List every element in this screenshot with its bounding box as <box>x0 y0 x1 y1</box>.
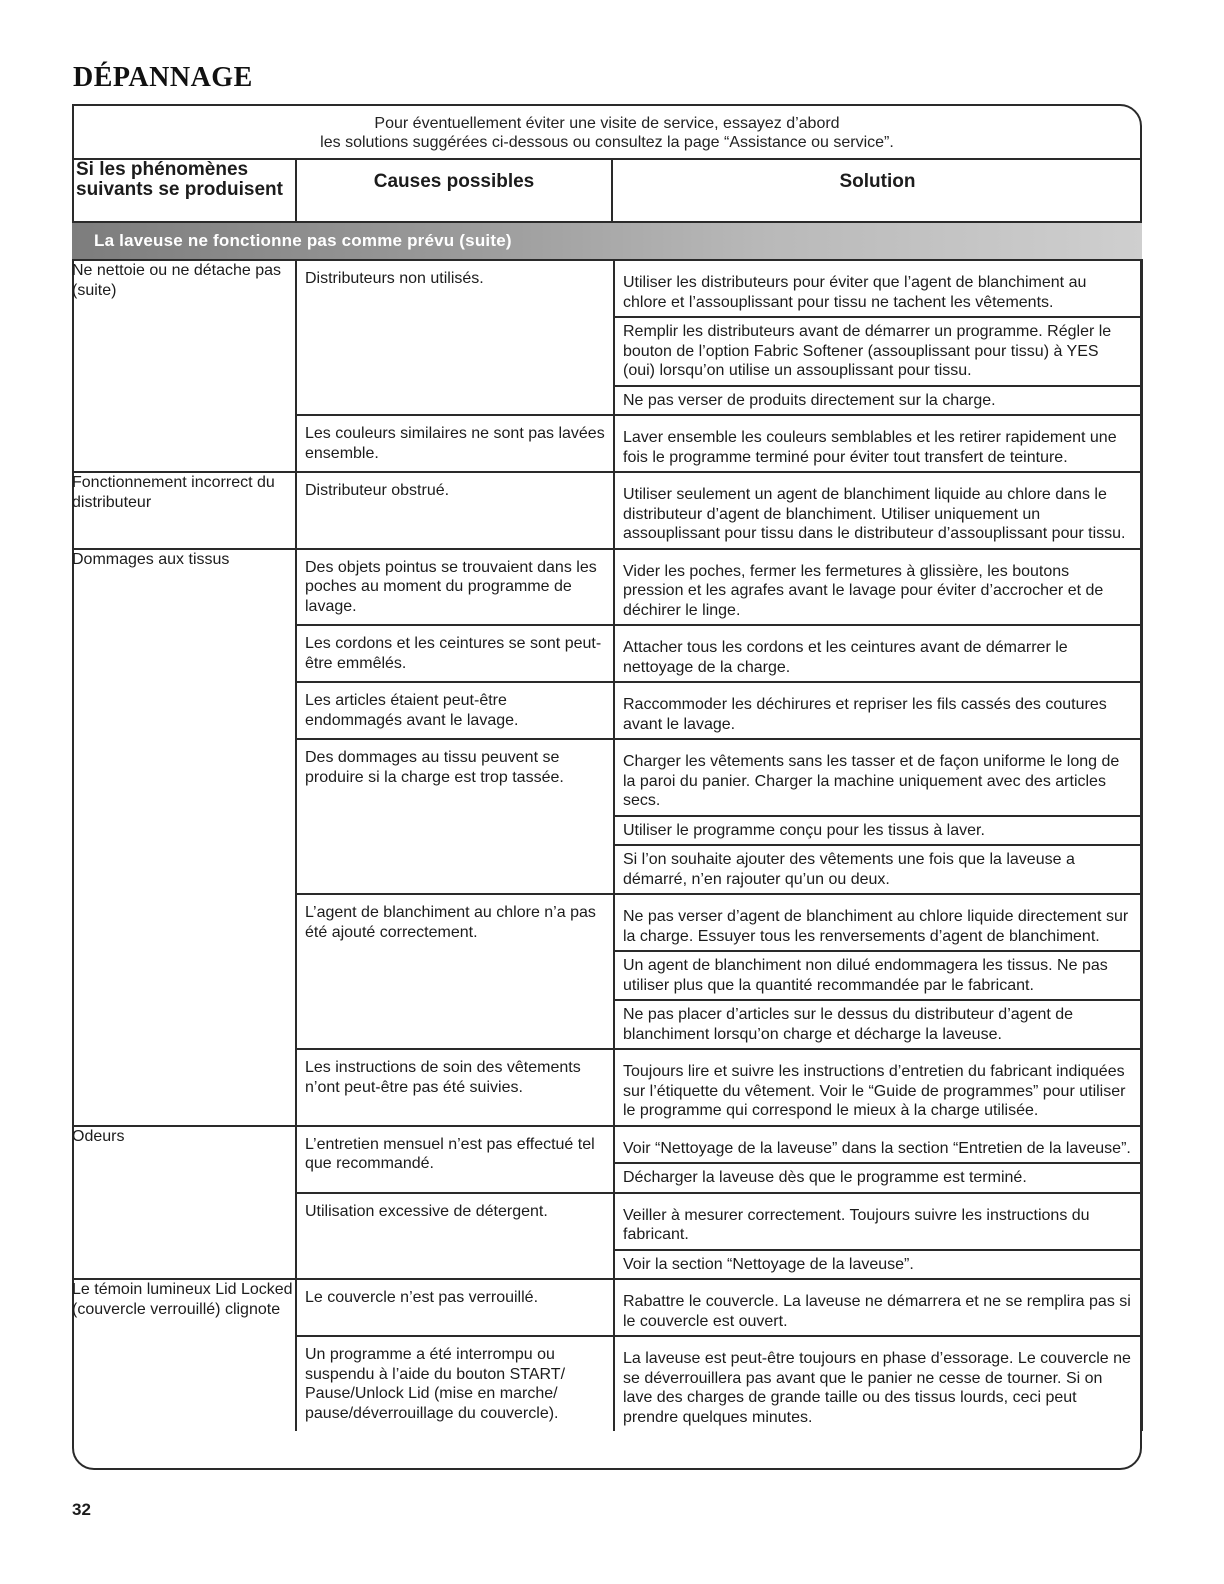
solutions-list <box>613 1280 1141 1335</box>
solution-item: Rabattre le couvercle. La laveuse ne démarrera et ne se remplira pas si le couvercle est ouvert. <box>623 1293 1131 1330</box>
causes-solutions-cell <box>296 1279 1142 1431</box>
solutions-list <box>613 261 1141 414</box>
solutions-list <box>613 740 1141 893</box>
causes-solutions-cell <box>296 549 1142 1126</box>
solution-item: Ne pas verser de produits directement sur la charge. <box>615 385 1141 415</box>
cause-row <box>297 1337 1141 1431</box>
intro-text <box>74 114 1140 152</box>
symptom-cell: Fonctionnement incorrect du distributeur <box>72 472 296 549</box>
solution-item: La laveuse est peut-être toujours en phase d’essorage. Le couvercle ne se déverrouillera pas avant que le panier ne cesse de tourner. Si on lave des charges de grande taille ou des tissus lourds, ceci peut prendre quelques minutes. <box>623 1350 1131 1426</box>
cause-text: Des dommages au tissu peuvent se produire si la charge est trop tassée. <box>305 749 564 786</box>
cause-text: Les instructions de soin des vêtements n’ont peut-être pas été suivies. <box>305 1059 581 1096</box>
cause-block <box>297 1280 1141 1335</box>
cause-block <box>297 1127 1141 1192</box>
page-title: DÉPANNAGE <box>73 62 253 93</box>
cause-text: Utilisation excessive de détergent. <box>305 1202 548 1220</box>
cause-block <box>297 1335 1141 1431</box>
cause-text: Les articles étaient peut-être endommagés avant le lavage. <box>305 692 519 729</box>
solution-item: Si l’on souhaite ajouter des vêtements une fois que la laveuse a démarré, n’en rajouter qu’un ou deux. <box>615 844 1141 893</box>
solutions-list <box>613 550 1141 625</box>
cause-text: Le couvercle n’est pas verrouillé. <box>305 1289 539 1306</box>
cause-text: Un programme a été interrompu ou suspendu à l’aide du bouton START/ Pause/Unlock Lid (mise en marche/ pause/déverrouillage du couvercle). <box>305 1346 566 1422</box>
cause-text: Les couleurs similaires ne sont pas lavées ensemble. <box>305 425 605 462</box>
causes-solutions-cell <box>296 260 1142 472</box>
solutions-list <box>613 895 1141 1048</box>
table-row <box>72 260 1142 472</box>
cause-block <box>297 681 1141 738</box>
solutions-list <box>613 1194 1141 1279</box>
cause-row <box>297 740 1141 893</box>
cause-row <box>297 1127 1141 1192</box>
solution-item: Utiliser les distributeurs pour éviter que l’agent de blanchiment au chlore et l’assouplissant pour tissu ne tachent les vêtements. <box>623 274 1087 311</box>
solution-item: Toujours lire et suivre les instructions d’entretien du fabricant indiquées sur l’étiquette du vêtement. Voir le “Guide de programmes” pour utiliser le programme qui correspond le mieux à la charge utilisée. <box>623 1063 1126 1119</box>
troubleshooting-table <box>72 158 1143 1431</box>
cause-block <box>297 893 1141 1048</box>
solution-item: Attacher tous les cordons et les ceintures avant de démarrer le nettoyage de la charge. <box>623 639 1068 676</box>
cause-text: L’agent de blanchiment au chlore n’a pas été ajouté correctement. <box>305 904 596 941</box>
solution-item: Veiller à mesurer correctement. Toujours suivre les instructions du fabricant. <box>623 1206 1090 1243</box>
cause-row <box>297 1280 1141 1335</box>
solution-item: Laver ensemble les couleurs semblables et les retirer rapidement une fois le programme terminé pour éviter tout transfert de teinture. <box>623 429 1117 466</box>
header-row <box>72 159 1142 222</box>
solutions-list <box>613 626 1141 681</box>
section-banner <box>72 222 1142 260</box>
causes-solutions-cell <box>296 1126 1142 1280</box>
column-header-symptom <box>72 159 296 222</box>
causes-solutions-cell <box>296 472 1142 549</box>
cause-block <box>297 1048 1141 1125</box>
column-header-causes-solution <box>296 159 1142 222</box>
section-banner-row <box>72 222 1142 260</box>
solution-item: Utiliser seulement un agent de blanchiment liquide au chlore dans le distributeur d’agent de blanchiment. Utiliser uniquement un assouplissant pour tissu dans le distributeur d’assouplissant pour tissu. <box>623 486 1126 542</box>
cause-text: Les cordons et les ceintures se sont peut-être emmêlés. <box>305 635 602 672</box>
solution-item: Ne pas verser d’agent de blanchiment au chlore liquide directement sur la charge. Essuyer tous les renversements d’agent de blanchiment. <box>623 908 1129 945</box>
solution-item: Un agent de blanchiment non dilué endommagera les tissus. Ne pas utiliser plus que la quantité recommandée par le fabricant. <box>615 950 1141 999</box>
solution-item: Remplir les distributeurs avant de démarrer un programme. Régler le bouton de l’option Fabric Softener (assouplissant pour tissu) à YES (oui) lorsqu’on utilise un assouplissant pour tissu. <box>615 316 1141 385</box>
cause-row <box>297 626 1141 681</box>
table-body <box>72 260 1142 1431</box>
cause-text: Des objets pointus se trouvaient dans les poches au moment du programme de lavage. <box>305 558 597 615</box>
cause-row <box>297 261 1141 414</box>
symptom-header-label: Si les phénomènes suivants se produisent <box>76 159 283 200</box>
symptom-cell: Odeurs <box>72 1126 296 1280</box>
intro-line-2: les solutions suggérées ci-dessous ou consultez la page “Assistance ou service”. <box>320 134 894 151</box>
solution-item: Raccommoder les déchirures et repriser les fils cassés des coutures avant le lavage. <box>623 696 1107 733</box>
cause-block <box>297 738 1141 893</box>
solutions-list <box>613 1337 1141 1431</box>
section-banner-label: La laveuse ne fonctionne pas comme prévu (suite) <box>94 231 512 250</box>
solution-item: Voir “Nettoyage de la laveuse” dans la section “Entretien de la laveuse”. <box>623 1139 1131 1157</box>
table-row <box>72 472 1142 549</box>
solutions-list <box>613 1050 1141 1125</box>
symptom-cell: Le témoin lumineux Lid Locked (couvercle verrouillé) clignote <box>72 1279 296 1431</box>
causes-header-label: Causes possibles <box>297 160 613 221</box>
solution-item: Vider les poches, fermer les fermetures à glissière, les boutons pression et les agrafes avant le lavage pour éviter d’accrocher et de déchirer le linge. <box>623 562 1104 619</box>
solution-item: Ne pas placer d’articles sur le dessus du distributeur d’agent de blanchiment lorsqu’on charge et décharge la laveuse. <box>615 999 1141 1048</box>
solution-item: Charger les vêtements sans les tasser et de façon uniforme le long de la paroi du panier. Charger la machine uniquement avec des articles secs. <box>623 753 1120 809</box>
solutions-list <box>613 1127 1141 1192</box>
solution-item: Voir la section “Nettoyage de la laveuse”. <box>615 1249 1141 1279</box>
cause-block <box>297 1192 1141 1279</box>
cause-row <box>297 550 1141 625</box>
cause-block <box>297 624 1141 681</box>
page-number: 32 <box>72 1500 91 1519</box>
cause-row <box>297 683 1141 738</box>
cause-block <box>297 473 1141 548</box>
cause-text: Distributeurs non utilisés. <box>305 270 484 287</box>
cause-text: L’entretien mensuel n’est pas effectué tel que recommandé. <box>305 1135 595 1172</box>
cause-block <box>297 550 1141 625</box>
table-row <box>72 549 1142 1126</box>
cause-text: Distributeur obstrué. <box>305 482 450 499</box>
intro-line-1: Pour éventuellement éviter une visite de service, essayez d’abord <box>374 115 840 132</box>
solution-item: Utiliser le programme conçu pour les tissus à laver. <box>615 815 1141 845</box>
symptom-cell: Dommages aux tissus <box>72 549 296 1126</box>
cause-row <box>297 1194 1141 1279</box>
table-row <box>72 1279 1142 1431</box>
solutions-list <box>613 416 1141 471</box>
cause-block <box>297 261 1141 414</box>
cause-block <box>297 414 1141 471</box>
solution-header-label: Solution <box>839 171 916 192</box>
cause-row <box>297 1050 1141 1125</box>
cause-row <box>297 416 1141 471</box>
solutions-list <box>613 683 1141 738</box>
solution-item: Décharger la laveuse dès que le programme est terminé. <box>615 1162 1141 1192</box>
symptom-cell: Ne nettoie ou ne détache pas (suite) <box>72 260 296 472</box>
solutions-list <box>613 473 1141 548</box>
cause-row <box>297 895 1141 1048</box>
table-row <box>72 1126 1142 1280</box>
cause-row <box>297 473 1141 548</box>
